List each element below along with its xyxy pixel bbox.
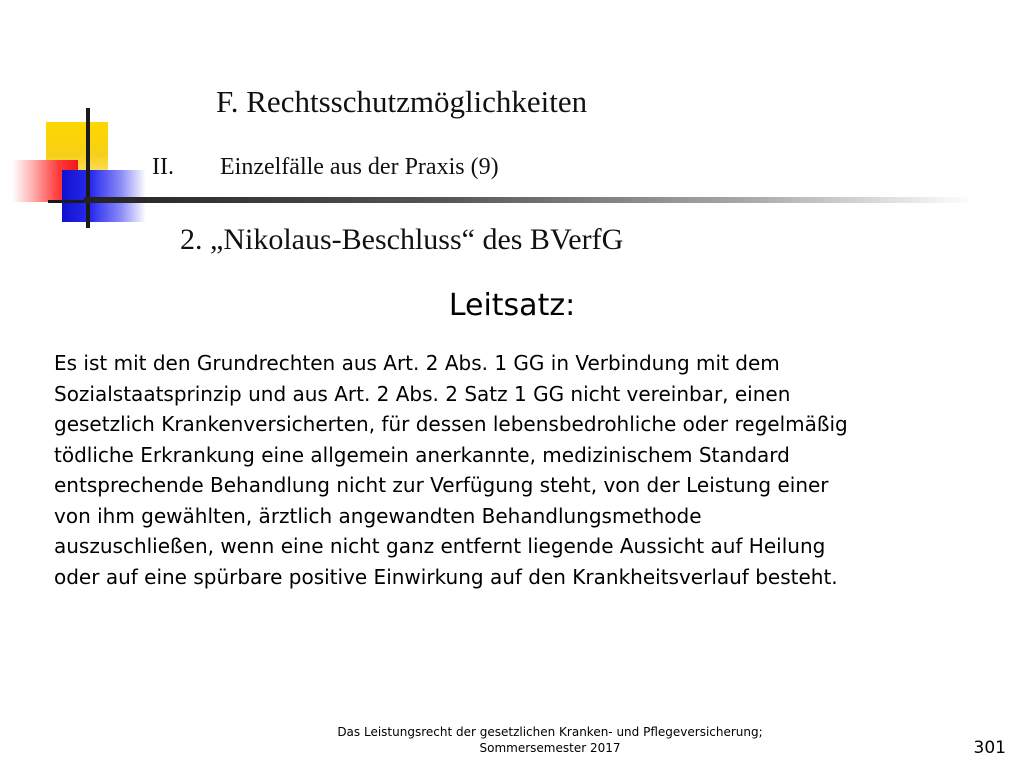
body-line: tödliche Erkrankung eine allgemein anerkannte, medizinischem Standard [54, 442, 790, 467]
section-heading: 2. „Nikolaus-Beschluss“ des BVerfG [180, 223, 624, 256]
footer-line-course: Das Leistungsrecht der gesetzlichen Kranken- und Pflegeversicherung; [337, 725, 763, 739]
footer-text [200, 724, 900, 756]
decorative-logo [0, 100, 150, 240]
body-line: oder auf eine spürbare positive Einwirkung auf den Krankheitsverlauf besteht. [54, 564, 838, 589]
title-divider [84, 197, 974, 203]
body-line: entsprechende Behandlung nicht zur Verfügung steht, von der Leistung einer [54, 473, 829, 497]
leitsatz-label: Leitsatz: [448, 288, 576, 323]
body-line: Sozialstaatsprinzip und aus Art. 2 Abs. 2 Satz 1 GG nicht vereinbar, einen [54, 381, 791, 406]
body-line: Es ist mit den Grundrechten aus Art. 2 Abs. 1 GG in Verbindung mit dem [54, 351, 780, 375]
leitsatz-body [54, 348, 984, 592]
logo-vertical-line [86, 108, 90, 228]
body-line: von ihm gewählten, ärztlich angewandten Behandlungsmethode [54, 503, 702, 528]
page-number: 301 [973, 738, 1006, 758]
body-line: gesetzlich Krankenversicherten, für dessen lebensbedrohliche oder regelmäßig [54, 412, 848, 436]
subtitle-number: II. [152, 154, 174, 180]
body-line: auszuschließen, wenn eine nicht ganz entfernt liegende Aussicht auf Heilung [54, 534, 826, 558]
footer-line-semester: Sommersemester 2017 [479, 741, 621, 755]
subtitle-text: Einzelfälle aus der Praxis (9) [220, 154, 499, 180]
slide-title: F. Rechtsschutzmöglichkeiten [216, 84, 588, 119]
logo-blue-square [62, 170, 146, 222]
